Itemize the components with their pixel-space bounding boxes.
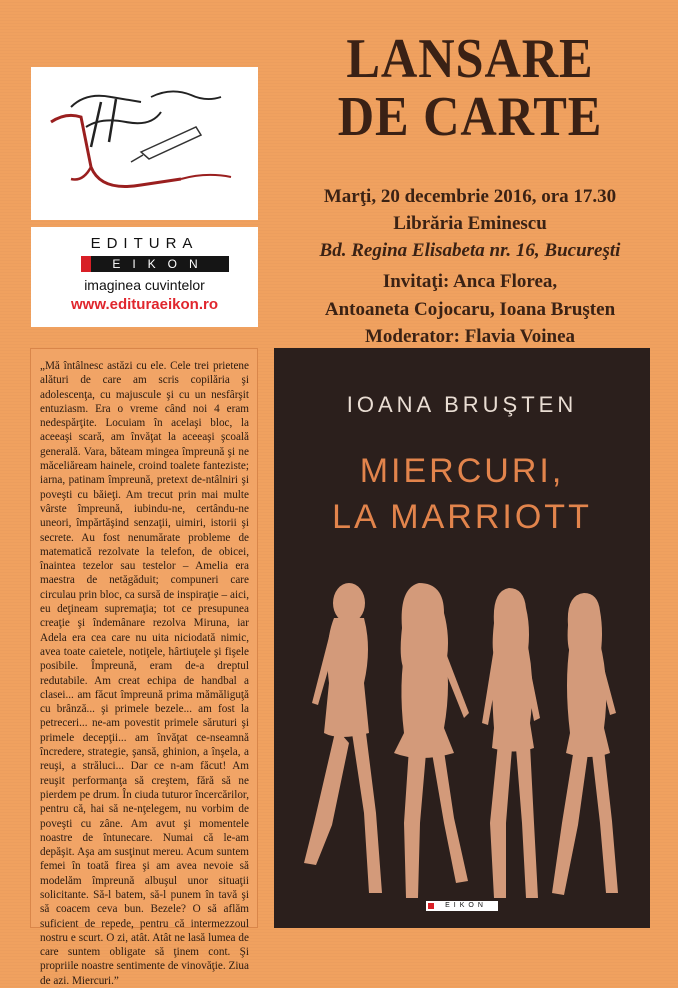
eikon-name-bar xyxy=(81,256,229,272)
eikon-website-link[interactable]: www.edituraeikon.ro xyxy=(71,296,218,313)
event-moderator: Moderator: Flavia Voinea xyxy=(364,326,576,347)
title-line-1: LANSARE xyxy=(346,28,594,90)
cover-logo-text: EIKON xyxy=(445,902,487,909)
event-date: Marţi, 20 decembrie 2016, ora 17.30 xyxy=(323,186,617,207)
event-place: Librăria Eminescu xyxy=(393,213,547,234)
book-title-line-2: LA MARRIOTT xyxy=(332,498,592,536)
event-address: Bd. Regina Elisabeta nr. 16, Bucureşti xyxy=(319,240,621,261)
eikon-red-mark xyxy=(81,256,91,272)
page-title xyxy=(290,30,650,146)
event-guests-line-2: Antoaneta Cojocaru, Ioana Bruşten xyxy=(324,299,616,320)
eikon-tagline: imaginea cuvintelor xyxy=(84,277,205,293)
eminescu-logo xyxy=(31,67,258,220)
eikon-name: EIKON xyxy=(112,257,210,271)
four-women-silhouettes-icon xyxy=(294,563,634,913)
title-line-2: DE CARTE xyxy=(337,86,603,148)
eikon-editura-label: EDITURA xyxy=(90,235,199,252)
book-title-line-1: MIERCURI, xyxy=(359,452,565,490)
event-guests-line-1: Invitaţi: Anca Florea, xyxy=(382,271,558,292)
eikon-logo xyxy=(31,227,258,327)
book-cover xyxy=(274,348,650,928)
cover-publisher-logo xyxy=(426,901,498,911)
book-author: IOANA BRUŞTEN xyxy=(346,392,578,417)
cover-logo-red-mark xyxy=(428,903,434,909)
signature-quill-icon xyxy=(31,67,258,220)
book-excerpt-box xyxy=(30,348,258,987)
book-excerpt-text: „Mă întâlnesc astăzi cu ele. Cele trei prietene alături de care am scris copilăria şi adolescenţa, cu majuscule şi cu un nesfârşit entuziasm. Era o vreme când noi 4 eram nedespărţite. Locuiam în acelaşi bloc, la aceeaşi scară, am învăţat la aceeaşi şcoală generală. Vara, băteam mingea împreună şi ne măceliăream hainele, croind toalete fanteziste; iarna, patinam împreună, pretext de-ntâlniri şi poveşti cu băieţi. Am trecut prin mai multe vârste împreună, iubindu-ne, certându-ne uneori, împărtăşind senzaţii, uimiri, istorii şi secrete. Au fost nenumărate probleme de matematică rezolvate la telefon, de obicei, înaintea tezelor sau testelor – Amelia era maestra de netăgăduit; compuneri care circulau prin bloc, ca sursă de inspiraţie – aici, eu deţineam supremaţia; tot ce presupunea creaţie şi îndemânare rezolva Miruna, iar Adela era cea care nu uita niciodată nimic, avea toate caietele, notiţele, hârtiuţele şi fişele posibile. Împreună, eram de-a dreptul redutabile. Am creat echipa de handbal a clasei... am făcut împreună prima mămăliguţă cu brânză... şi primele bezele... am fost la petreceri... ne-am povestit primele săruturi şi primele decepţii... am învăţat ce-nseamnă încredere, strategie, şansă, ghinion, a înşela, a reuşi, a străluci... Dar ce n-am făcut! Am reuşit performanţa să creştem, fără să ne pierdem pe drum. În ciuda tuturor încercărilor, pentru că, hai să ne-nţelegem, nu vorbim de poveşti cu zâne. Am avut şi momentele noastre de întunecare. Numai că le-am depăşit. Aşa am susţinut mereu. Acum suntem femei în toată firea şi am avea nevoie să modelăm împreună albuşul unor situaţii solicitante. Să-l batem, să-l punem în tavă şi să coacem ceva bun. Bezele? O să aflăm suficient de repede, pentru că intermezzoul nostru e scurt. O zi, atât. Atât ne lasă lumea de care suntem obligate să ţinem cont. Şi propriile noastre sentimente de vinovăţie. Ziua de azi. Miercuri.” xyxy=(40,360,249,987)
